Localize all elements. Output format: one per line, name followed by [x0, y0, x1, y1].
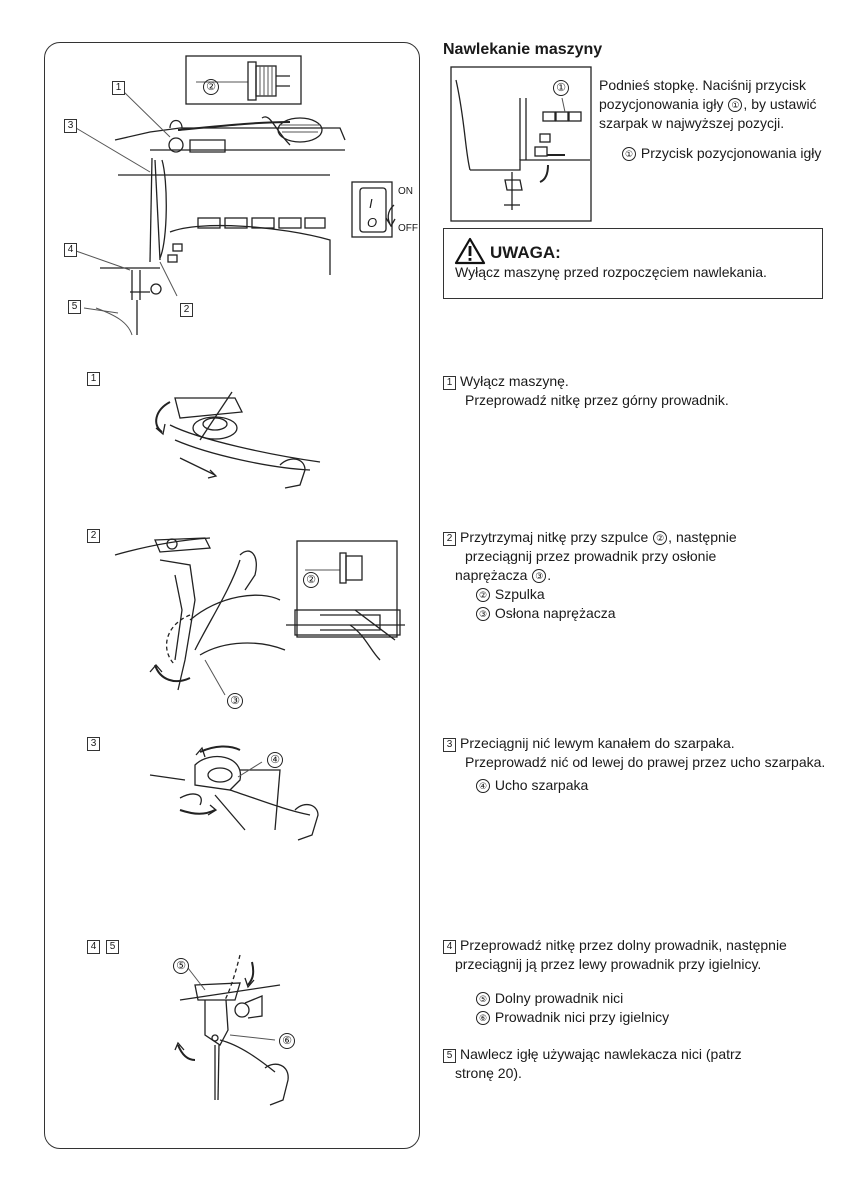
step-4-legend-2: ⑥ Prowadnik nici przy igielnicy — [443, 1008, 787, 1027]
overview-label-3: 3 — [64, 119, 77, 133]
intro-figure-callout: ① — [553, 80, 569, 96]
step-3-line-2: Przeprowadź nić od lewej do prawej przez ucho szarpaka. — [465, 754, 826, 770]
intro-line-2: pozycjonowania igły ① , by ustawić — [599, 96, 817, 112]
step-3-legend-1: ④ Ucho szarpaka — [443, 776, 825, 795]
step-2-legend-2: ③ Osłona naprężacza — [443, 604, 737, 623]
fig2-callout-guard: ③ — [227, 693, 243, 709]
step-4-text — [443, 936, 787, 1027]
step-2-text: 2 Przytrzymaj nitkę przy szpulce ② , następnie przeciągnij przez prowadnik przy osłonie naprężacza ③ . ② Szpulka ③ Osłona naprężacza — [443, 528, 737, 623]
fig3-callout-eye: ④ — [267, 752, 283, 768]
overview-label-4: 4 — [64, 243, 77, 257]
step-5-line-2: stronę 20). — [455, 1065, 522, 1081]
fig45-callout-needlebar-guide: ⑥ — [279, 1033, 295, 1049]
fig2-step-label: 2 — [87, 529, 100, 543]
intro-legend-num: ① — [622, 147, 636, 161]
step-4-legend-1: ⑤ Dolny prowadnik nici — [443, 989, 787, 1008]
step-2-number: 2 — [443, 532, 456, 546]
fig3-step-label: 3 — [87, 737, 100, 751]
intro-legend — [621, 144, 821, 163]
step-4-line-1: Przeprowadź nitkę przez dolny prowadnik, następnie — [460, 937, 787, 953]
intro-legend-text: Przycisk pozycjonowania igły — [640, 145, 822, 161]
switch-on-label: ON — [398, 186, 413, 197]
intro-line-3: szarpak w najwyższej pozycji. — [599, 115, 785, 131]
overview-label-5: 5 — [68, 300, 81, 314]
intro-line-1: Podnieś stopkę. Naciśnij przycisk — [599, 77, 806, 93]
step-5-line-1: Nawlecz igłę używając nawlekacza nici (patrz — [460, 1046, 742, 1062]
switch-o-label: O — [367, 215, 378, 230]
step-2-line-2: przeciągnij przez prowadnik przy osłonie — [465, 548, 717, 564]
overview-callout-2: ② — [203, 79, 219, 95]
step-5-number: 5 — [443, 1049, 456, 1063]
step-2-inline-callout-b: ③ — [532, 569, 546, 583]
fig45-callout-lower-guide: ⑤ — [173, 958, 189, 974]
warning-icon — [455, 237, 485, 265]
step-3-text — [443, 734, 825, 795]
intro-text — [599, 76, 839, 133]
fig45-step-label-5: 5 — [106, 940, 119, 954]
warning-text: Wyłącz maszynę przed rozpoczęciem nawlekania. — [455, 264, 767, 280]
page-title: Nawlekanie maszyny — [443, 41, 603, 58]
fig2-callout-spool: ② — [303, 572, 319, 588]
step-4-number: 4 — [443, 940, 456, 954]
step-4-line-2: przeciągnij ją przez lewy prowadnik przy igielnicy. — [455, 956, 762, 972]
step-2-legend-1: ② Szpulka — [443, 585, 737, 604]
step-5-text — [443, 1045, 742, 1083]
intro-inline-callout: ① — [728, 98, 742, 112]
step-3-line-1: Przeciągnij nić lewym kanałem do szarpaka. — [460, 735, 735, 751]
step-3-number: 3 — [443, 738, 456, 752]
step-1-line-2: Przeprowadź nitkę przez górny prowadnik. — [465, 392, 729, 408]
step-2-inline-callout-a: ② — [653, 531, 667, 545]
warning-box — [443, 228, 823, 299]
step-1-text — [443, 372, 729, 410]
fig1-step-label: 1 — [87, 372, 100, 386]
step-1-number: 1 — [443, 376, 456, 390]
step-1-line-1: Wyłącz maszynę. — [460, 373, 569, 389]
fig45-step-label-4: 4 — [87, 940, 100, 954]
switch-i-label: I — [369, 196, 373, 211]
warning-title: UWAGA: — [490, 243, 561, 262]
overview-label-1: 1 — [112, 81, 125, 95]
overview-label-2: 2 — [180, 303, 193, 317]
switch-off-label: OFF — [398, 223, 418, 234]
